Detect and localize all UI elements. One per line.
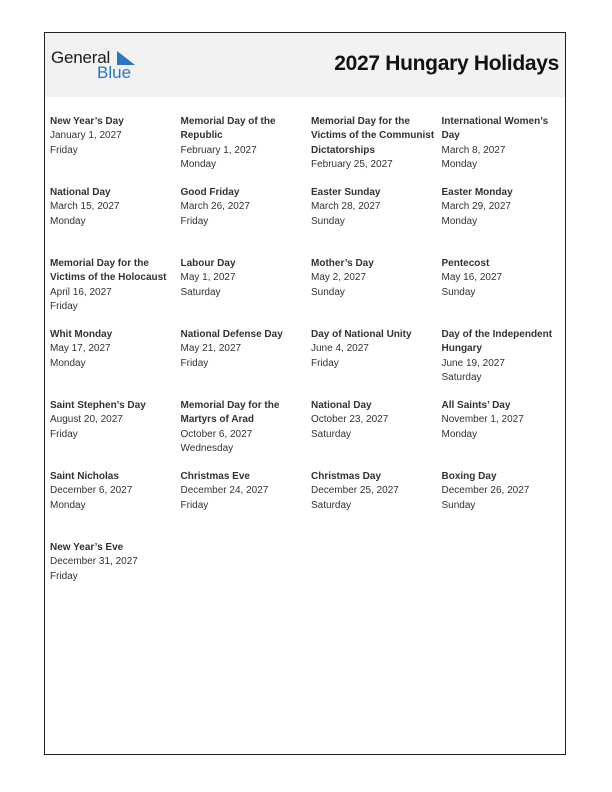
holiday-weekday: Sunday — [441, 286, 476, 298]
holiday-weekday: Saturday — [311, 428, 352, 440]
generalblue-logo — [51, 47, 151, 87]
holiday-weekday: Monday — [441, 215, 478, 227]
holiday-date: April 16, 2027 — [50, 286, 112, 298]
holiday-entry — [181, 399, 312, 470]
holiday-date: May 17, 2027 — [50, 343, 111, 355]
calendar-page — [44, 32, 566, 755]
holiday-weekday: Friday — [180, 499, 209, 511]
holiday-entry — [442, 257, 563, 328]
holiday-date: March 8, 2027 — [441, 144, 506, 156]
holiday-date: June 4, 2027 — [311, 343, 369, 355]
holiday-name: Day of National Unity — [311, 329, 412, 340]
holiday-entry — [311, 328, 442, 399]
holiday-weekday: Friday — [50, 144, 78, 156]
holiday-name: International Women’s Day — [441, 116, 549, 142]
holiday-date: November 1, 2027 — [441, 414, 524, 426]
holiday-date: May 16, 2027 — [441, 272, 503, 284]
holiday-date: October 6, 2027 — [180, 428, 253, 440]
holiday-name: National Day — [50, 187, 111, 198]
holiday-weekday: Friday — [180, 357, 209, 369]
holiday-name: Pentecost — [441, 258, 490, 269]
holiday-name: All Saints’ Day — [441, 400, 511, 411]
holiday-name: Boxing Day — [441, 471, 497, 482]
holiday-name: New Year’s Day — [50, 116, 124, 127]
holiday-name: Saint Stephen’s Day — [50, 400, 146, 411]
holiday-date: December 25, 2027 — [311, 485, 399, 497]
holiday-entry — [50, 186, 181, 257]
holiday-name: Memorial Day for the Victims of the Holocaust — [50, 258, 167, 284]
holiday-weekday: Saturday — [311, 499, 352, 511]
holiday-name: Good Friday — [180, 187, 240, 198]
holiday-weekday: Sunday — [311, 215, 345, 227]
holiday-date: March 26, 2027 — [180, 201, 250, 213]
holiday-entry — [442, 186, 563, 257]
holiday-date: February 25, 2027 — [311, 158, 393, 170]
holiday-entry — [50, 399, 181, 470]
holiday-name: Saint Nicholas — [50, 471, 119, 482]
holiday-entry — [181, 470, 312, 541]
holiday-entry — [181, 328, 312, 399]
holiday-name: New Year’s Eve — [50, 542, 124, 553]
page-header — [45, 33, 565, 97]
holiday-weekday: Friday — [180, 215, 209, 227]
holiday-name: Memorial Day for the Martyrs of Arad — [180, 400, 280, 426]
holiday-name: Christmas Eve — [180, 471, 250, 482]
holiday-entry — [181, 257, 312, 328]
holiday-weekday: Friday — [50, 570, 78, 582]
holiday-date: May 1, 2027 — [180, 272, 236, 284]
holiday-weekday: Wednesday — [180, 442, 234, 454]
holiday-weekday: Saturday — [180, 286, 221, 298]
holiday-name: Easter Monday — [441, 187, 513, 198]
holiday-date: December 31, 2027 — [50, 556, 138, 568]
holiday-entry — [442, 470, 563, 541]
holiday-entry — [311, 470, 442, 541]
holiday-entry — [181, 186, 312, 257]
holiday-grid — [50, 115, 562, 612]
holiday-date: December 26, 2027 — [441, 485, 530, 497]
holiday-entry — [311, 115, 442, 186]
holiday-weekday: Friday — [50, 428, 78, 440]
holiday-date: August 20, 2027 — [50, 414, 123, 426]
logo-word-general: General — [51, 48, 111, 67]
holiday-date: December 6, 2027 — [50, 485, 133, 497]
holiday-entry — [50, 470, 181, 541]
holiday-date: May 21, 2027 — [180, 343, 242, 355]
holiday-name: Easter Sunday — [311, 187, 381, 198]
holiday-entry — [50, 257, 181, 328]
holiday-name: National Defense Day — [180, 329, 283, 340]
holiday-name: National Day — [311, 400, 372, 411]
holiday-weekday: Friday — [311, 357, 339, 369]
holiday-weekday: Monday — [50, 357, 86, 369]
holiday-name: Day of the Independent Hungary — [441, 329, 553, 355]
holiday-entry — [311, 399, 442, 470]
holiday-weekday: Monday — [50, 215, 86, 227]
holiday-entry — [442, 399, 563, 470]
holiday-weekday: Monday — [441, 428, 478, 440]
holiday-weekday: Saturday — [441, 371, 482, 383]
holiday-name: Whit Monday — [50, 329, 113, 340]
logo-word-blue: Blue — [97, 63, 132, 82]
holiday-date: October 23, 2027 — [311, 414, 389, 426]
holiday-name: Labour Day — [180, 258, 236, 269]
holiday-entry — [181, 115, 312, 186]
holiday-date: June 19, 2027 — [441, 357, 505, 369]
holiday-entry — [311, 257, 442, 328]
holiday-name: Mother’s Day — [311, 258, 374, 269]
holiday-date: February 1, 2027 — [180, 144, 257, 156]
holiday-name: Memorial Day for the Victims of the Communist Dictatorships — [311, 116, 435, 156]
holiday-date: January 1, 2027 — [50, 130, 122, 142]
holiday-weekday: Monday — [50, 499, 86, 511]
holiday-weekday: Sunday — [441, 499, 476, 511]
holiday-entry — [50, 541, 181, 612]
holiday-entry — [442, 115, 563, 186]
holiday-name: Memorial Day of the Republic — [180, 116, 276, 142]
holiday-entry — [442, 328, 563, 399]
holiday-weekday: Sunday — [311, 286, 345, 298]
holiday-entry — [50, 328, 181, 399]
holiday-date: March 28, 2027 — [311, 201, 381, 213]
holiday-weekday: Monday — [441, 158, 478, 170]
page-title: 2027 Hungary Holidays — [334, 52, 559, 75]
holiday-weekday: Friday — [50, 300, 78, 312]
holiday-entry — [311, 186, 442, 257]
holiday-date: May 2, 2027 — [311, 272, 367, 284]
holiday-date: December 24, 2027 — [180, 485, 269, 497]
holiday-name: Christmas Day — [311, 471, 382, 482]
holiday-date: March 15, 2027 — [50, 201, 120, 213]
holiday-entry — [50, 115, 181, 186]
holiday-date: March 29, 2027 — [441, 201, 511, 213]
holiday-weekday: Monday — [180, 158, 217, 170]
